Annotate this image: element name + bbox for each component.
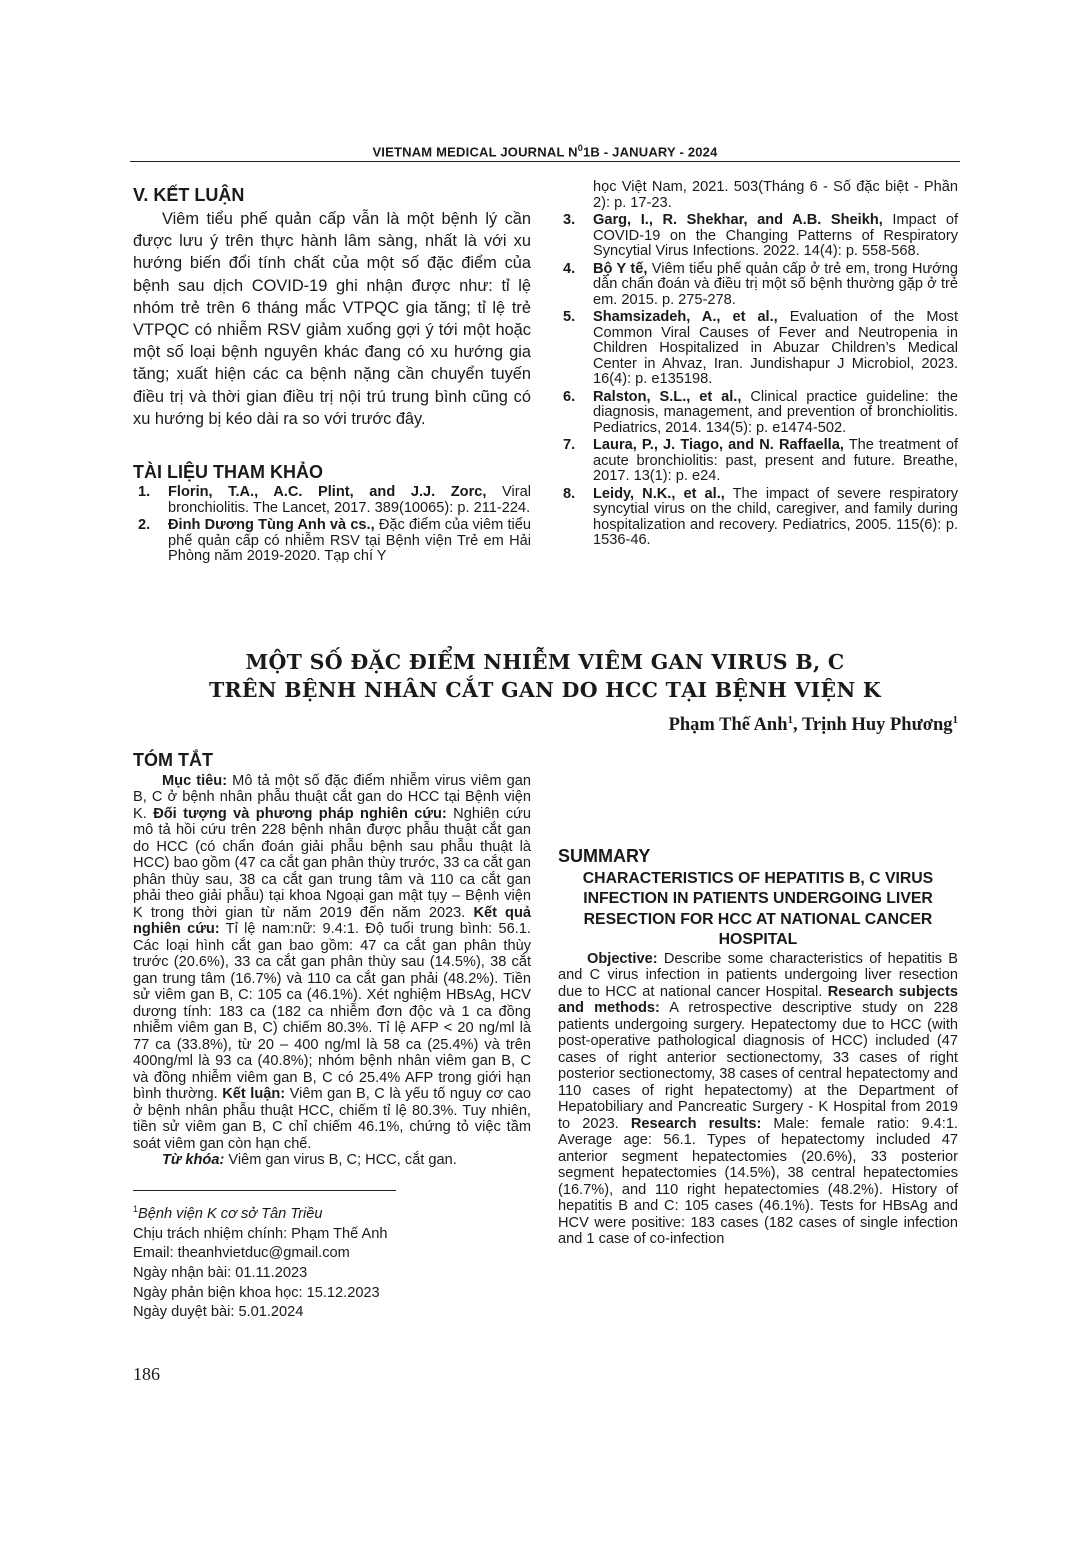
- abstract-vi-body: Mục tiêu: Mô tả một số đặc điểm nhiễm virus viêm gan B, C ở bệnh nhân phẫu thuật cắt gan do HCC tại Bệnh viện K. Đối tượng và phương pháp nghiên cứu: Nghiên cứu mô tả hồi cứu trên 228 bệnh nhân được phẫu thuật cắt gan do HCC (có chẩn đoán giải phẫu bệnh sau phẫu thuật là HCC) bao gồm (47 ca cắt gan phân thùy trước, 33 ca cắt gan phân thùy sau, 38 ca cắt gan trung tâm và 110 ca cắt gan phải theo giải phẫu) tại khoa Ngoại gan mật tụy – Bệnh viện K trong thời gian từ năm 2019 đến năm 2023. Kết quả nghiên cứu: Tỉ lệ nam:nữ: 9.4:1. Độ tuổi trung bình: 56.1. Các loại hình cắt gan bao gồm: 47 ca cắt gan phân thùy trước (20.6%), 33 ca cắt gan phân thùy sau (14.5%), 38 cắt gan trung tâm (16.7%) và 110 ca cắt gan phải (48.2%). Tiền sử viêm gan B, C: 105 ca (46.1%). Xét nghiệm HBsAg, HCV dương tính: 183 ca (182 ca nhiễm đơn độc và 1 ca đồng nhiễm viêm gan B, C) chiếm 80.3%. Tỉ lệ AFP < 20 ng/ml là 77 ca (33.8%), từ 20 – 400 ng/ml là 58 ca (25.4%) và trên 400ng/ml là 93 ca (40.8%); nhóm bệnh nhân viêm gan B, C và đồng nhiễm viêm gan B, C có 25.4% AFP trong giới hạn bình thường. Kết luận: Viêm gan B, C là yếu tố nguy cơ cao ở bệnh nhân phẫu thuật HCC, chiếm tỉ lệ 80.3%. Tuy nhiên, tiền sử viêm gan B, C chỉ chiếm 46.1%, chứng tỏ việc tầm soát viêm gan còn hạn chế.: [133, 772, 532, 1152]
- summary-heading: SUMMARY: [558, 846, 651, 866]
- reference-item: 2. Đinh Dương Tùng Anh và cs., Đặc điểm của viêm tiểu phế quản cấp có nhiễm RSV tại Bệnh viện Trẻ em Hải Phòng năm 2019-2020. Tạp chí Y: [138, 517, 531, 564]
- footnote-received: Ngày nhận bài: 01.11.2023: [133, 1264, 308, 1281]
- reference-item: 4. Bộ Y tế, Viêm tiểu phế quản cấp ở trẻ em, trong Hướng dẫn chẩn đoán và điều trị một số bệnh thường gặp ở trẻ em. 2015. p. 275-278.: [563, 260, 958, 308]
- references-heading: TÀI LIỆU THAM KHẢO: [133, 462, 323, 482]
- reference-item: 6. Ralston, S.L., et al., Clinical practice guideline: the diagnosis, management, and prevention of bronchiolitis. Pediatrics, 2014. 134(5): p. e1474-502.: [563, 388, 958, 436]
- reference-item: 5. Shamsizadeh, A., et al., Evaluation of the Most Common Viral Causes of Fever and Neutropenia in Children Hospitalized in Abuzar Children’s Medical Center in Ahvaz, Iran. Jundishapur J Microbiol, 2023. 16(4): p. e135198.: [563, 309, 958, 387]
- conclusion-text: Viêm tiểu phế quản cấp vẫn là một bệnh lý cần được lưu ý trên thực hành lâm sàng, nhất là với xu hướng biến đổi tính chất của một số đặc điểm của bệnh sau dịch COVID-19 ghi nhận được như: tỉ lệ nhóm trẻ trên 6 tháng mắc VTPQC gia tăng; tỉ lệ trẻ VTPQC có nhiễm RSV giảm xuống gợi ý tới một hoặc một số loại bệnh nguyên khác đang có xu hướng gia tăng; xuất hiện các ca bệnh nặng cần chuyển tuyến điều trị và thời gian điều trị nội trú trung bình cũng có xu hướng bị kéo dài ra so với trước đây.: [133, 210, 531, 428]
- abstract-vi: [133, 752, 531, 1169]
- summary-body: Objective: Describe some characteristics of hepatitis B and C virus infection in patients undergoing liver resection due to HCC at national cancer Hospital. Research subjects and methods: A retrospective descriptive study on 228 patients undergoing surgery. Hepatectomy due to HCC (with post-operative pathological diagnosis of HCC) included (47 cases of right anterior sectionectomy, 33 cases of right posterior sectionectomy, 38 cases of central hepatectomy and 110 cases of right hepatectomy) at the Department of Hepatobiliary and Pancreatic Surgery - K Hospital from 2019 to 2023. Research results: Male: female ratio: 9.4:1. Average age: 56.1. Types of hepatectomy included 47 anterior segment hepatectomies (20.6%), 33 posterior segment hepatectomies (14.5%), 38 central hepatectomies (16.7%), and 110 right hepatectomies (48.2%). History of hepatitis B and C: 105 cases (46.1%). Tests for HBsAg and HCV were positive: 183 cases (182 cases of single infection and 1 case of co-infection: [558, 950, 959, 1247]
- summary-en: [558, 848, 958, 1248]
- reference-continuation: học Việt Nam, 2021. 503(Tháng 6 - Số đặc biệt - Phần 2): p. 17-23.: [593, 179, 958, 211]
- journal-header: VIETNAM MEDICAL JOURNAL $N^01B$ - JANUARY - 2024: [372, 143, 718, 160]
- keywords: Từ khóa: Viêm gan virus B, C; HCC, cắt gan.: [162, 1152, 457, 1168]
- footnote-affiliation: $^1$Bệnh viện K cơ sở Tân Triều: [133, 1204, 323, 1222]
- footnote-email: Email: theanhvietduc@gmail.com: [133, 1245, 350, 1262]
- footnote-reviewed: Ngày phản biện khoa học: 15.12.2023: [133, 1284, 380, 1301]
- summary-title: CHARACTERISTICS OF HEPATITIS B, C VIRUS INFECTION IN PATIENTS UNDERGOING LIVER RESECTION FOR HCC AT NATIONAL CANCER HOSPITAL: [582, 869, 934, 948]
- references-section: [133, 463, 531, 567]
- page-number: 186: [133, 1364, 160, 1384]
- conclusion-heading: V. KẾT LUẬN: [133, 185, 245, 205]
- reference-item: 1. Florin, T.A., A.C. Plint, and J.J. Zorc, Viral bronchiolitis. The Lancet, 2017. 389(10065): p. 211-224.: [138, 484, 531, 516]
- reference-item: 3. Garg, I., R. Shekhar, and A.B. Sheikh, Impact of COVID-19 on the Changing Patterns of Respiratory Syncytial Virus Infections. 2022. 14(4): p. 558-568.: [563, 212, 958, 259]
- footnote-approved: Ngày duyệt bài: 5.01.2024: [133, 1304, 304, 1321]
- footnote: [133, 1200, 533, 1323]
- abstract-vi-heading: TÓM TẮT: [133, 750, 213, 770]
- conclusion-section: [133, 186, 531, 430]
- article-authors: Phạm Thế Anh$^1$, Trịnh Huy Phương$^1$: [668, 714, 958, 736]
- footnote-responsible: Chịu trách nhiệm chính: Phạm Thế Anh: [133, 1225, 388, 1242]
- footnote-rule: [133, 1190, 396, 1191]
- article-title-line1: MỘT SỐ ĐẶC ĐIỂM NHIỄM VIÊM GAN VIRUS B, C: [245, 650, 845, 674]
- references-continued: [558, 180, 958, 551]
- reference-item: 8. Leidy, N.K., et al., The impact of severe respiratory syncytial virus on the child, caregiver, and family during hospitalization and recovery. Pediatrics, 2005. 115(6): p. 1536-46.: [563, 485, 958, 548]
- article-title-line2: TRÊN BỆNH NHÂN CẮT GAN DO HCC TẠI BỆNH VIỆN K: [208, 678, 882, 702]
- reference-item: 7. Laura, P., J. Tiago, and N. Raffaella, The treatment of acute bronchiolitis: past, present and future. Breathe, 2017. 13(1): p. e24.: [563, 437, 958, 484]
- header-rule: [130, 161, 960, 162]
